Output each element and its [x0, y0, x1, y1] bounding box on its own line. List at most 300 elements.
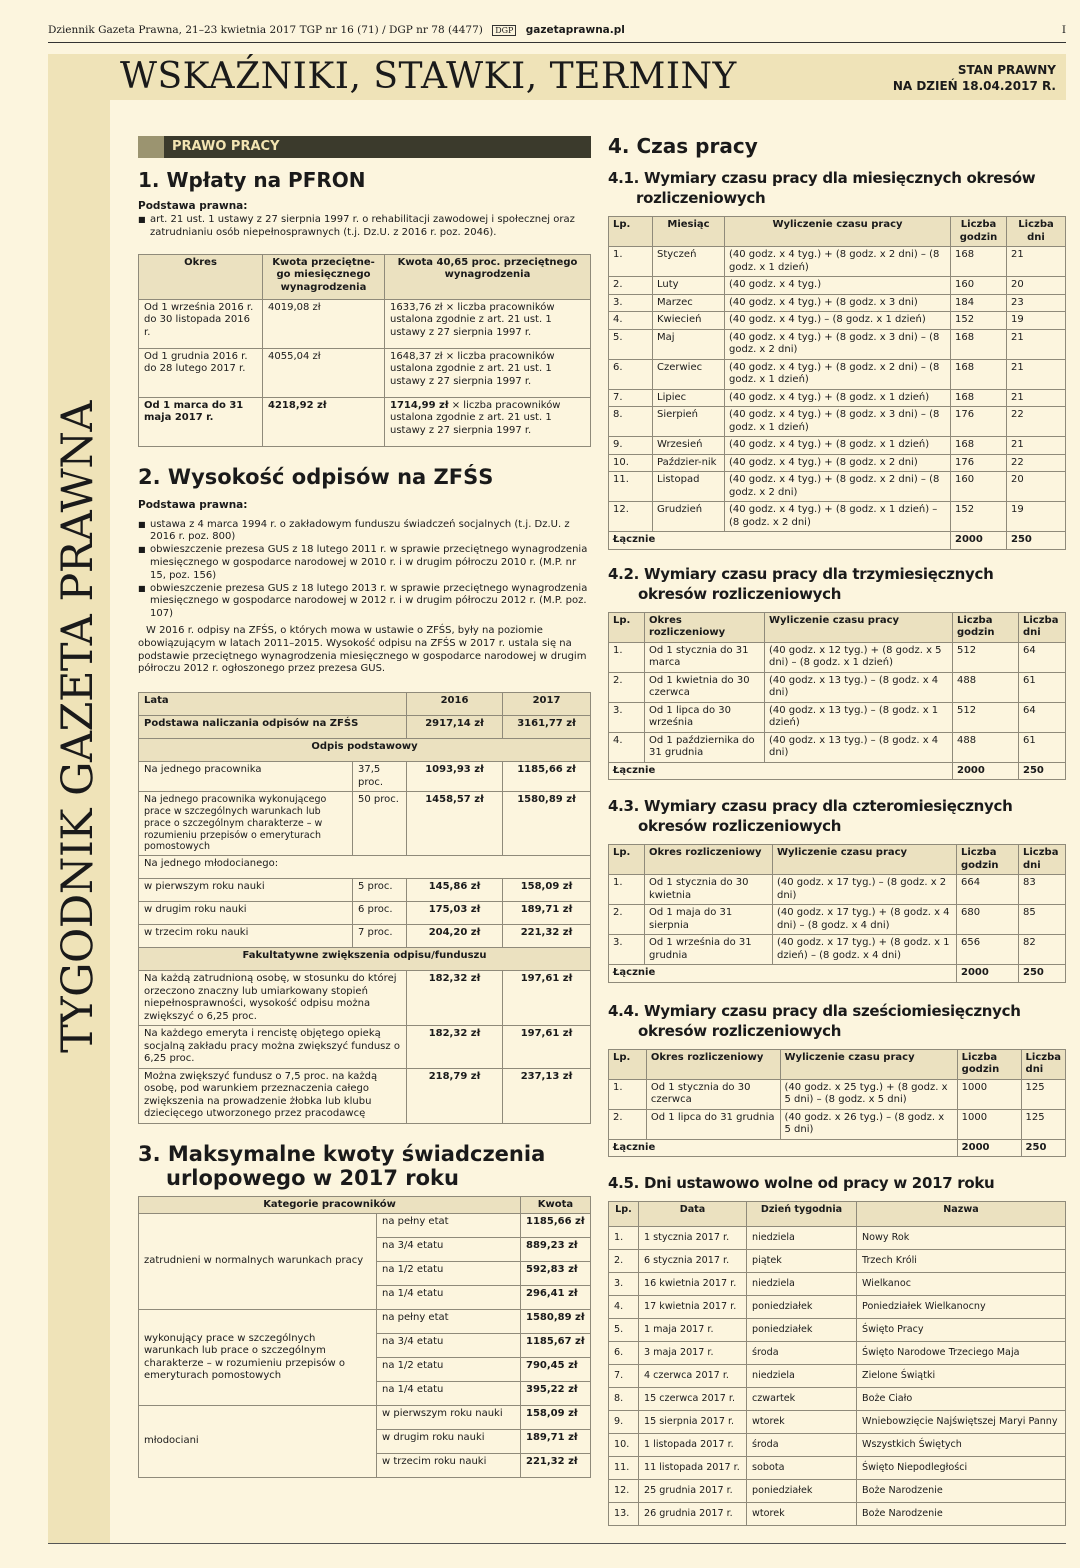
table-total-row [609, 762, 1066, 780]
legal-status-box [893, 62, 1056, 94]
table-row [609, 1227, 1066, 1250]
cell: niedziela [747, 1273, 857, 1296]
table-row [139, 348, 591, 397]
cell: 176 [951, 454, 1007, 472]
cell: Święto Niepodległości [857, 1457, 1066, 1480]
cell: Boże Ciało [857, 1388, 1066, 1411]
cell: 1185,66 zł [521, 1214, 591, 1238]
cell: Wrzesień [653, 437, 725, 455]
table-row [609, 1457, 1066, 1480]
column-header: Lp. [609, 612, 645, 642]
column-header: Wyliczenie czasu pracy [780, 1049, 957, 1079]
column-header: Kwota przeciętne-go miesięcznego wynagrodzenia [263, 254, 385, 299]
cell: (40 godz. x 17 tyg.) + (8 godz. x 1 dzień) – (8 godz. x 4 dni) [773, 935, 957, 965]
t43-table [608, 844, 1066, 983]
cell: 1 stycznia 2017 r. [639, 1227, 747, 1250]
cell-value: 1633,76 zł [390, 301, 443, 313]
cell: 1. [609, 247, 653, 277]
table-section-row [139, 948, 591, 971]
table-row [139, 1214, 591, 1238]
cell: 23 [1007, 294, 1066, 312]
t42-title: 4.2. Wymiary czasu pracy dla trzymiesięcznych okresów rozliczeniowych [608, 564, 994, 603]
column-header: Kwota 40,65 proc. przeciętnego wynagrodzenia [385, 254, 591, 299]
sidebar-title: TYGODNIK GAZETA PRAWNA [53, 401, 103, 1053]
column-header: Liczba dni [1007, 217, 1066, 247]
table-total-row [609, 965, 1066, 983]
cell: 182,32 zł [407, 1026, 503, 1069]
table-row [609, 1296, 1066, 1319]
cell: 10. [609, 454, 653, 472]
cell: (40 godz. x 4 tyg.) + (8 godz. x 3 dni) – (8 godz. x 2 dni) [725, 329, 951, 359]
cell: 6 stycznia 2017 r. [639, 1250, 747, 1273]
pfron-basis-list [138, 214, 591, 240]
cell: Boże Narodzenie [857, 1480, 1066, 1503]
cell: Od 1 marca do 31 maja 2017 r. [139, 397, 263, 446]
holiday-benefit-title: 3. Maksymalne kwoty świadczenia urlopowego w 2017 roku [138, 1141, 546, 1190]
cell: (40 godz. x 13 tyg.) – (8 godz. x 1 dzień) [765, 702, 953, 732]
cell: 25 grudnia 2017 r. [639, 1480, 747, 1503]
cell: (40 godz. x 26 tyg.) – (8 godz. x 5 dni) [780, 1109, 957, 1139]
cell: 26 grudnia 2017 r. [639, 1503, 747, 1526]
cell: 15 czerwca 2017 r. [639, 1388, 747, 1411]
column-header: Okres rozliczeniowy [646, 1049, 780, 1079]
zfss-basis-list [138, 519, 591, 621]
cell: Maj [653, 329, 725, 359]
legal-status-line1: STAN PRAWNY [957, 63, 1056, 77]
cell: 21 [1007, 247, 1066, 277]
cell: Zielone Świątki [857, 1365, 1066, 1388]
section-bar: PRAWO PRACY [138, 136, 591, 158]
cell: 20 [1007, 472, 1066, 502]
cell: 237,13 zł [503, 1068, 591, 1123]
cell: 168 [951, 247, 1007, 277]
list-item: ■ art. 21 ust. 1 ustawy z 27 sierpnia 1997 r. o rehabilitacji zawodowej i społecznej oraz zatrudnianiu osób niepełnosprawnych (t.j. Dz.U. z 2016 r. poz. 2046). [138, 214, 591, 240]
t44-title: 4.4. Wymiary czasu pracy dla sześciomiesięcznych okresów rozliczeniowych [608, 1001, 1021, 1040]
cell: Na każdą zatrudnioną osobę, w stosunku do której orzeczono znaczny lub umiarkowany stopień niepełnosprawności, wysokość odpisu można zwiększyć o 6,25 proc. [139, 971, 407, 1026]
cell: 9. [609, 437, 653, 455]
cell: 4218,92 zł [263, 397, 385, 446]
table-row [609, 1411, 1066, 1434]
cell: Na jednego pracownika wykonującego prace w szczególnych warunkach lub prace o szczególnym charakterze – w rozumieniu przepisów o emeryturach pomostowych [139, 792, 353, 856]
cell: 176 [951, 407, 1007, 437]
cell: 680 [957, 905, 1019, 935]
cell: 21 [1007, 329, 1066, 359]
cell: na 1/4 etatu [377, 1286, 521, 1310]
cell: Marzec [653, 294, 725, 312]
table-row [609, 732, 1066, 762]
cell: 2. [609, 1250, 639, 1273]
table-row [609, 1365, 1066, 1388]
cell: poniedziałek [747, 1319, 857, 1342]
cell: 4. [609, 732, 645, 762]
cell: 5. [609, 1319, 639, 1342]
column-header: 2016 [407, 693, 503, 716]
cell: (40 godz. x 4 tyg.) [725, 277, 951, 295]
cell: Czerwiec [653, 359, 725, 389]
cell: 488 [953, 672, 1019, 702]
cell: na 3/4 etatu [377, 1334, 521, 1358]
cell: Styczeń [653, 247, 725, 277]
column-header: Liczba godzin [951, 217, 1007, 247]
cell: 22 [1007, 454, 1066, 472]
column-header: Wyliczenie czasu pracy [765, 612, 953, 642]
cell: 19 [1007, 312, 1066, 330]
cell: poniedziałek [747, 1480, 857, 1503]
column-header: 2017 [503, 693, 591, 716]
cell: 221,32 zł [521, 1454, 591, 1478]
cell: na pełny etat [377, 1310, 521, 1334]
cell-value: 1648,37 zł [390, 350, 443, 362]
cell: wtorek [747, 1411, 857, 1434]
cell: w drugim roku nauki [139, 902, 353, 925]
cell: Święto Pracy [857, 1319, 1066, 1342]
t45-title: 4.5. Dni ustawowo wolne od pracy w 2017 roku [608, 1174, 995, 1192]
cell: 592,83 zł [521, 1262, 591, 1286]
table-row [609, 359, 1066, 389]
cell: 11. [609, 472, 653, 502]
cell: 218,79 zł [407, 1068, 503, 1123]
cell: 61 [1019, 732, 1066, 762]
sidebar [48, 54, 110, 1544]
cell: 488 [953, 732, 1019, 762]
cell: 61 [1019, 672, 1066, 702]
cell: na 1/2 etatu [377, 1262, 521, 1286]
cell: 160 [951, 472, 1007, 502]
table-row [139, 856, 591, 879]
cell: 10. [609, 1434, 639, 1457]
cell: 160 [951, 277, 1007, 295]
dgp-logo: DGP [492, 25, 516, 36]
cell: 197,61 zł [503, 1026, 591, 1069]
cell: 2000 [957, 965, 1019, 983]
table-row [609, 329, 1066, 359]
issue-info: Dziennik Gazeta Prawna, 21–23 kwietnia 2017 TGP nr 16 (71) / DGP nr 78 (4477) [48, 24, 483, 36]
cell: 145,86 zł [407, 879, 503, 902]
cell: (40 godz. x 4 tyg.) + (8 godz. x 2 dni) – (8 godz. x 1 dzień) [725, 247, 951, 277]
cell: Łącznie [609, 1139, 958, 1157]
cell: 21 [1007, 437, 1066, 455]
cell: 656 [957, 935, 1019, 965]
cell: Poniedziałek Wielkanocny [857, 1296, 1066, 1319]
table-row [139, 1026, 591, 1069]
cell: Od 1 maja do 31 sierpnia [645, 905, 773, 935]
cell: 3. [609, 935, 645, 965]
table-row [139, 971, 591, 1026]
column-header: Lata [139, 693, 407, 716]
cell: w drugim roku nauki [377, 1430, 521, 1454]
cell-value: 1714,99 zł [390, 399, 449, 411]
cell: zatrudnieni w normalnych warunkach pracy [139, 1214, 377, 1310]
t43-title: 4.3. Wymiary czasu pracy dla czteromiesięcznych okresów rozliczeniowych [608, 797, 1013, 835]
cell: (40 godz. x 4 tyg.) + (8 godz. x 2 dni) – (8 godz. x 2 dni) [725, 472, 951, 502]
cell: 197,61 zł [503, 971, 591, 1026]
column-header: Liczba dni [1019, 845, 1066, 875]
cell: Od 1 września do 31 grudnia [645, 935, 773, 965]
list-item: ■ ustawa z 4 marca 1994 r. o zakładowym funduszu świadczeń socjalnych (t.j. Dz.U. z 2016 r. poz. 800) [138, 519, 591, 545]
cell: Można zwiększyć fundusz o 7,5 proc. na każdą osobę, pod warunkiem przeznaczenia całego zwiększenia na prowadzenie żłobka lub klubu dziecięcego utworzonego przez pracodawcę [139, 1068, 407, 1123]
cell: Łącznie [609, 965, 957, 983]
cell: w pierwszym roku nauki [139, 879, 353, 902]
table-row [609, 472, 1066, 502]
cell: Luty [653, 277, 725, 295]
cell: niedziela [747, 1365, 857, 1388]
column-header: Lp. [609, 845, 645, 875]
cell: Lipiec [653, 389, 725, 407]
table-row [139, 1068, 591, 1123]
cell: 250 [1021, 1139, 1065, 1157]
left-column [138, 128, 591, 1478]
cell: Od 1 września 2016 r. do 30 listopada 2016 r. [139, 299, 263, 348]
cell: Grudzień [653, 502, 725, 532]
cell: (40 godz. x 4 tyg.) + (8 godz. x 2 dni) – (8 godz. x 1 dzień) [725, 359, 951, 389]
table-row [609, 875, 1066, 905]
cell: 152 [951, 312, 1007, 330]
cell: 125 [1021, 1079, 1065, 1109]
table-row [609, 642, 1066, 672]
cell: 4. [609, 1296, 639, 1319]
cell: (40 godz. x 13 tyg.) – (8 godz. x 4 dni) [765, 672, 953, 702]
cell: 7. [609, 389, 653, 407]
page-header [110, 54, 1066, 100]
column-header: Nazwa [857, 1202, 1066, 1227]
cell: środa [747, 1434, 857, 1457]
cell: Od 1 lipca do 31 grudnia [646, 1109, 780, 1139]
cell [385, 348, 591, 397]
holiday-benefit-table [138, 1196, 591, 1479]
pfron-basis-label: Podstawa prawna: [138, 200, 248, 212]
cell: piątek [747, 1250, 857, 1273]
cell: 21 [1007, 389, 1066, 407]
cell: 168 [951, 329, 1007, 359]
cell: 189,71 zł [521, 1430, 591, 1454]
cell: 1000 [957, 1079, 1021, 1109]
cell: 1 listopada 2017 r. [639, 1434, 747, 1457]
cell: 7 proc. [353, 925, 407, 948]
cell-desc: × liczba pracowników ustalona zgodnie z art. 21 ust. 1 ustawy z 27 sierpnia 1997 r. [390, 399, 561, 436]
cell: Trzech Króli [857, 1250, 1066, 1273]
table-row [609, 672, 1066, 702]
cell: 83 [1019, 875, 1066, 905]
column-header: Liczba godzin [953, 612, 1019, 642]
cell: 1. [609, 1227, 639, 1250]
cell: 152 [951, 502, 1007, 532]
page-number: I [1061, 24, 1066, 36]
top-info-line [48, 24, 1066, 43]
cell: 11. [609, 1457, 639, 1480]
column-header: Okres rozliczeniowy [645, 845, 773, 875]
cell: 221,32 zł [503, 925, 591, 948]
cell: 1. [609, 1079, 647, 1109]
cell: Na każdego emeryta i rencistę objętego opieką socjalną zakładu pracy można zwiększyć fundusz o 6,25 proc. [139, 1026, 407, 1069]
column-header: Kategorie pracowników [139, 1196, 521, 1214]
table-row [609, 1273, 1066, 1296]
right-column [608, 128, 1066, 1526]
cell: 512 [953, 642, 1019, 672]
cell: 7. [609, 1365, 639, 1388]
t41-table [608, 216, 1066, 550]
cell: 889,23 zł [521, 1238, 591, 1262]
cell: 175,03 zł [407, 902, 503, 925]
cell: 20 [1007, 277, 1066, 295]
t41-title: 4.1. Wymiary czasu pracy dla miesięcznych okresów rozliczeniowych [608, 169, 1036, 207]
work-time-title: 4. Czas pracy [608, 134, 758, 158]
cell: 1185,67 zł [521, 1334, 591, 1358]
cell: 250 [1007, 532, 1066, 550]
table-row [609, 294, 1066, 312]
table-row [609, 1342, 1066, 1365]
table-row [139, 397, 591, 446]
cell: Wniebowzięcie Najświętszej Maryi Panny [857, 1411, 1066, 1434]
cell: (40 godz. x 4 tyg.) + (8 godz. x 1 dzień) [725, 389, 951, 407]
table-row [609, 247, 1066, 277]
cell: w pierwszym roku nauki [377, 1406, 521, 1430]
cell: niedziela [747, 1227, 857, 1250]
table-row [609, 1480, 1066, 1503]
cell: 16 kwietnia 2017 r. [639, 1273, 747, 1296]
table-row [609, 502, 1066, 532]
cell: Na jednego młodocianego: [139, 856, 591, 879]
cell: 168 [951, 437, 1007, 455]
cell: 8. [609, 1388, 639, 1411]
cell: 1580,89 zł [521, 1310, 591, 1334]
cell: na 1/4 etatu [377, 1382, 521, 1406]
cell: 6 proc. [353, 902, 407, 925]
cell: 8. [609, 407, 653, 437]
table-row [139, 299, 591, 348]
cell: (40 godz. x 4 tyg.) + (8 godz. x 1 dzień) [725, 437, 951, 455]
column-header: Lp. [609, 217, 653, 247]
cell: 158,09 zł [521, 1406, 591, 1430]
cell: młodociani [139, 1406, 377, 1478]
bottom-rule [48, 1543, 1066, 1544]
table-row [609, 389, 1066, 407]
cell: Łącznie [609, 532, 951, 550]
cell: 4 czerwca 2017 r. [639, 1365, 747, 1388]
table-row [609, 1503, 1066, 1526]
column-header: Okres rozliczeniowy [645, 612, 765, 642]
cell: Na jednego pracownika [139, 762, 353, 792]
cell: 5. [609, 329, 653, 359]
cell: 64 [1019, 702, 1066, 732]
cell: 189,71 zł [503, 902, 591, 925]
cell: 3. [609, 1273, 639, 1296]
cell: Od 1 stycznia do 30 czerwca [646, 1079, 780, 1109]
table-row [609, 935, 1066, 965]
list-item: ■ obwieszczenie prezesa GUS z 18 lutego 2011 r. w sprawie przeciętnego wynagrodzenia miesięcznego w gospodarce narodowej w 2010 r. i w drugim półroczu 2010 r. (M.P. nr 15, poz. 156) [138, 544, 591, 582]
cell: 12. [609, 502, 653, 532]
table-row [609, 702, 1066, 732]
cell: Od 1 grudnia 2016 r. do 28 lutego 2017 r. [139, 348, 263, 397]
cell: 11 listopada 2017 r. [639, 1457, 747, 1480]
column-header: Okres [139, 254, 263, 299]
column-header: Lp. [609, 1202, 639, 1227]
cell: 50 proc. [353, 792, 407, 856]
column-header: Liczba godzin [957, 1049, 1021, 1079]
cell: (40 godz. x 4 tyg.) + (8 godz. x 2 dni) [725, 454, 951, 472]
cell: (40 godz. x 4 tyg.) + (8 godz. x 3 dni) – (8 godz. x 1 dzień) [725, 407, 951, 437]
cell: (40 godz. x 17 tyg.) – (8 godz. x 2 dni) [773, 875, 957, 905]
cell: 5 proc. [353, 879, 407, 902]
cell: 4055,04 zł [263, 348, 385, 397]
cell: 3161,77 zł [503, 716, 591, 739]
cell: (40 godz. x 4 tyg.) + (8 godz. x 1 dzień) – (8 godz. x 2 dni) [725, 502, 951, 532]
cell-desc: × liczba pracowników ustalona zgodnie z art. 21 ust. 1 ustawy z 27 sierpnia 1997 r. [390, 350, 555, 387]
cell: Od 1 lipca do 30 września [645, 702, 765, 732]
cell: na 3/4 etatu [377, 1238, 521, 1262]
cell: 168 [951, 389, 1007, 407]
column-header: Dzień tygodnia [747, 1202, 857, 1227]
section-header: Fakultatywne zwiększenia odpisu/funduszu [139, 948, 591, 971]
cell: w trzecim roku nauki [377, 1454, 521, 1478]
cell: 125 [1021, 1109, 1065, 1139]
cell: Boże Narodzenie [857, 1503, 1066, 1526]
table-row [609, 1250, 1066, 1273]
cell: 168 [951, 359, 1007, 389]
t42-table [608, 612, 1066, 781]
cell: Od 1 stycznia do 30 kwietnia [645, 875, 773, 905]
table-row [609, 1109, 1066, 1139]
cell: 1458,57 zł [407, 792, 503, 856]
cell: Od 1 stycznia do 31 marca [645, 642, 765, 672]
cell: 3 maja 2017 r. [639, 1342, 747, 1365]
table-row [609, 312, 1066, 330]
cell: 204,20 zł [407, 925, 503, 948]
column-header: Kwota [521, 1196, 591, 1214]
cell: 1. [609, 875, 645, 905]
cell: Podstawa naliczania odpisów na ZFŚS [139, 716, 407, 739]
section-header: Odpis podstawowy [139, 739, 591, 762]
cell: 2000 [957, 1139, 1021, 1157]
website-link[interactable]: gazetaprawna.pl [525, 24, 625, 36]
cell: 2. [609, 905, 645, 935]
cell: 2. [609, 1109, 647, 1139]
cell [385, 397, 591, 446]
cell: 82 [1019, 935, 1066, 965]
cell: 158,09 zł [503, 879, 591, 902]
pfron-title: 1. Wpłaty na PFRON [138, 168, 366, 192]
cell: 1000 [957, 1109, 1021, 1139]
cell: 13. [609, 1503, 639, 1526]
table-row [139, 1310, 591, 1334]
pfron-table [138, 254, 591, 447]
cell: 250 [1019, 965, 1066, 983]
cell: Kwiecień [653, 312, 725, 330]
table-row [609, 1434, 1066, 1457]
cell: 3. [609, 294, 653, 312]
cell: (40 godz. x 13 tyg.) – (8 godz. x 4 dni) [765, 732, 953, 762]
cell: 1185,66 zł [503, 762, 591, 792]
cell: 64 [1019, 642, 1066, 672]
column-header: Wyliczenie czasu pracy [725, 217, 951, 247]
list-item: ■ obwieszczenie prezesa GUS z 18 lutego 2013 r. w sprawie przeciętnego wynagrodzenia miesięcznego w gospodarce narodowej w 2012 r. i w drugim półroczu 2012 r. (M.P. poz. 107) [138, 583, 591, 621]
cell: 3. [609, 702, 645, 732]
table-row [139, 1406, 591, 1430]
column-header: Wyliczenie czasu pracy [773, 845, 957, 875]
cell: 2. [609, 277, 653, 295]
table-row [609, 277, 1066, 295]
page-title: WSKAŹNIKI, STAWKI, TERMINY [120, 56, 737, 97]
cell: 664 [957, 875, 1019, 905]
cell: środa [747, 1342, 857, 1365]
column-header: Liczba dni [1021, 1049, 1065, 1079]
legal-status-line2: NA DZIEŃ 18.04.2017 R. [892, 79, 1056, 93]
cell: sobota [747, 1457, 857, 1480]
table-row [609, 437, 1066, 455]
cell: 19 [1007, 502, 1066, 532]
cell: (40 godz. x 4 tyg.) – (8 godz. x 1 dzień) [725, 312, 951, 330]
cell: 1580,89 zł [503, 792, 591, 856]
column-header: Liczba godzin [957, 845, 1019, 875]
